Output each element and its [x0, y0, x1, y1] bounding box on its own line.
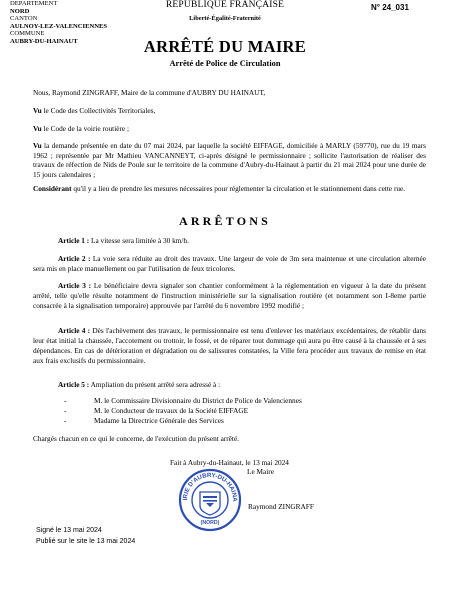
seal-icon: [178, 468, 242, 532]
recipient-item: - M. le Commissaire Divisionnaire du District de Police de Valenciennes: [64, 396, 302, 405]
header-line: DEPARTEMENT: [10, 0, 58, 7]
article-text: Le bénéficiaire devra signaler son chantier conformément à la réglementation en vigueur à la date du présent arrêté, telle qu'elle résulte notamment de l'instruction ministérielle sur la signalisation routière (et notamment son I-8eme partie consacrée à la signalisation temporaire) approuvée par l'arrêté du 6 novembre 1992 modifié ;: [33, 281, 426, 310]
header-line: AULNOY-LEZ-VALENCIENNES: [10, 22, 108, 30]
article-label: Article 5 :: [58, 380, 90, 389]
signatory-title: Le Maire: [247, 467, 274, 476]
article-label: Article 4 :: [58, 326, 91, 335]
header-line: CANTON: [10, 15, 38, 23]
seal-bottom-text: (NORD): [200, 520, 220, 526]
article-4: [33, 326, 426, 366]
article-3: [33, 281, 426, 311]
preamble-vu-2: [33, 124, 426, 134]
preamble-considerant: [33, 184, 426, 194]
mayor-seal: [178, 468, 242, 537]
place-date: Fait à Aubry-du-Hainaut, le 13 mai 2024: [170, 458, 289, 467]
recipient-text: M. le Commissaire Divisionnaire du District de Police de Valenciennes: [94, 396, 302, 405]
signatory-name: Raymond ZINGRAFF: [248, 502, 314, 511]
arretons-heading: ARRÊTONS: [178, 214, 272, 228]
article-label: Article 3 :: [58, 281, 92, 290]
preamble-intro: Nous, Raymond ZINGRAFF, Maire de la commune d'AUBRY DU HAINAUT,: [33, 88, 266, 97]
recipient-text: Madame la Directrice Générale des Services: [94, 416, 224, 425]
header-line: NORD: [10, 7, 30, 15]
vu-text: le Code de la voirie routière ;: [41, 124, 129, 133]
recipient-text: M. le Conducteur de travaux de la Société EIFFAGE: [94, 406, 249, 415]
republic-motto: Liberté-Égalité-Fraternité: [189, 15, 261, 22]
vu-label: Vu: [33, 106, 42, 115]
preamble-vu-3: [33, 141, 426, 179]
considerant-text: qu'il y a lieu de prendre les mesures nécessaires pour réglementer la circulation et le stationnement dans cette rue.: [71, 184, 406, 193]
document-subtitle: Arrêté de Police de Circulation: [169, 59, 281, 68]
article-text: La vitesse sera limitée à 30 km/h.: [89, 236, 189, 245]
vu-text: le Code des Collectivités Territoriales,: [41, 106, 156, 115]
vu-text: la demande présentée en date du 07 mai 2024, par laquelle la société EIFFAGE, domiciliée à MARLY (59770), rue du 19 mars 1962 ; représentée par Mr Mathieu VANCANNEYT, ci-après désigné le permissionnaire ; sollicite l'autorisation de réaliser des travaux de réfection de Nids de Poule sur le territoire de la commune d'Aubry-du-Hainaut à partir du 21 mai 2024 pour une durée de 15 jours calendaires ;: [33, 141, 426, 179]
header-line: COMMUNE: [10, 30, 45, 38]
republic-title: RÉPUBLIQUE FRANÇAISE: [165, 0, 285, 10]
decree-number: N° 24_031: [371, 3, 409, 12]
considerant-label: Considérant: [33, 184, 72, 193]
document-title: ARRÊTÉ DU MAIRE: [143, 37, 307, 56]
article-label: Article 2 :: [58, 254, 91, 263]
published-date: Publié sur le site le 13 mai 2024: [36, 538, 136, 545]
header-line: AUBRY-DU-HAINAUT: [10, 37, 78, 45]
article-5: [33, 380, 426, 390]
charges-line: Chargés chacun en ce qui le concerne, de l'exécution du présent arrêté.: [33, 434, 240, 443]
seal-top-text: IRIE D'AUBRY-DU-HAINA: [181, 471, 239, 502]
preamble-vu-1: [33, 106, 426, 116]
vu-label: Vu: [33, 124, 42, 133]
article-text: La voie sera réduite au droit des travaux. Une largeur de voie de 3m sera maintenue et une circulation alternée sera mis en place manuellement ou par l'utilisation de feux tricolores.: [33, 254, 426, 273]
article-label: Article 1 :: [58, 236, 90, 245]
article-text: Dès l'achèvement des travaux, le permissionnaire est tenu d'enlever les matériaux excédentaires, de rétablir dans leur état initial la chaussée, l'accotement ou trottoir, le fossé, et de réparer tout dommage qui aura pu être causé à la chaussée et à ses dépendances. En cas de détérioration et dégradation ou de salissures constatées, la Ville fera procéder aux travaux de remise en état aux frais exclusifs du permissionnaire.: [33, 326, 427, 365]
signed-date: Signé le 13 mai 2024: [36, 527, 102, 534]
recipient-item: - M. le Conducteur de travaux de la Société EIFFAGE: [64, 406, 249, 415]
vu-label: Vu: [33, 141, 42, 150]
article-2: [33, 254, 426, 274]
recipient-item: - Madame la Directrice Générale des Services: [64, 416, 224, 425]
article-1: [33, 236, 426, 246]
article-text: Ampliation du présent arrêté sera adressé à :: [89, 380, 221, 389]
